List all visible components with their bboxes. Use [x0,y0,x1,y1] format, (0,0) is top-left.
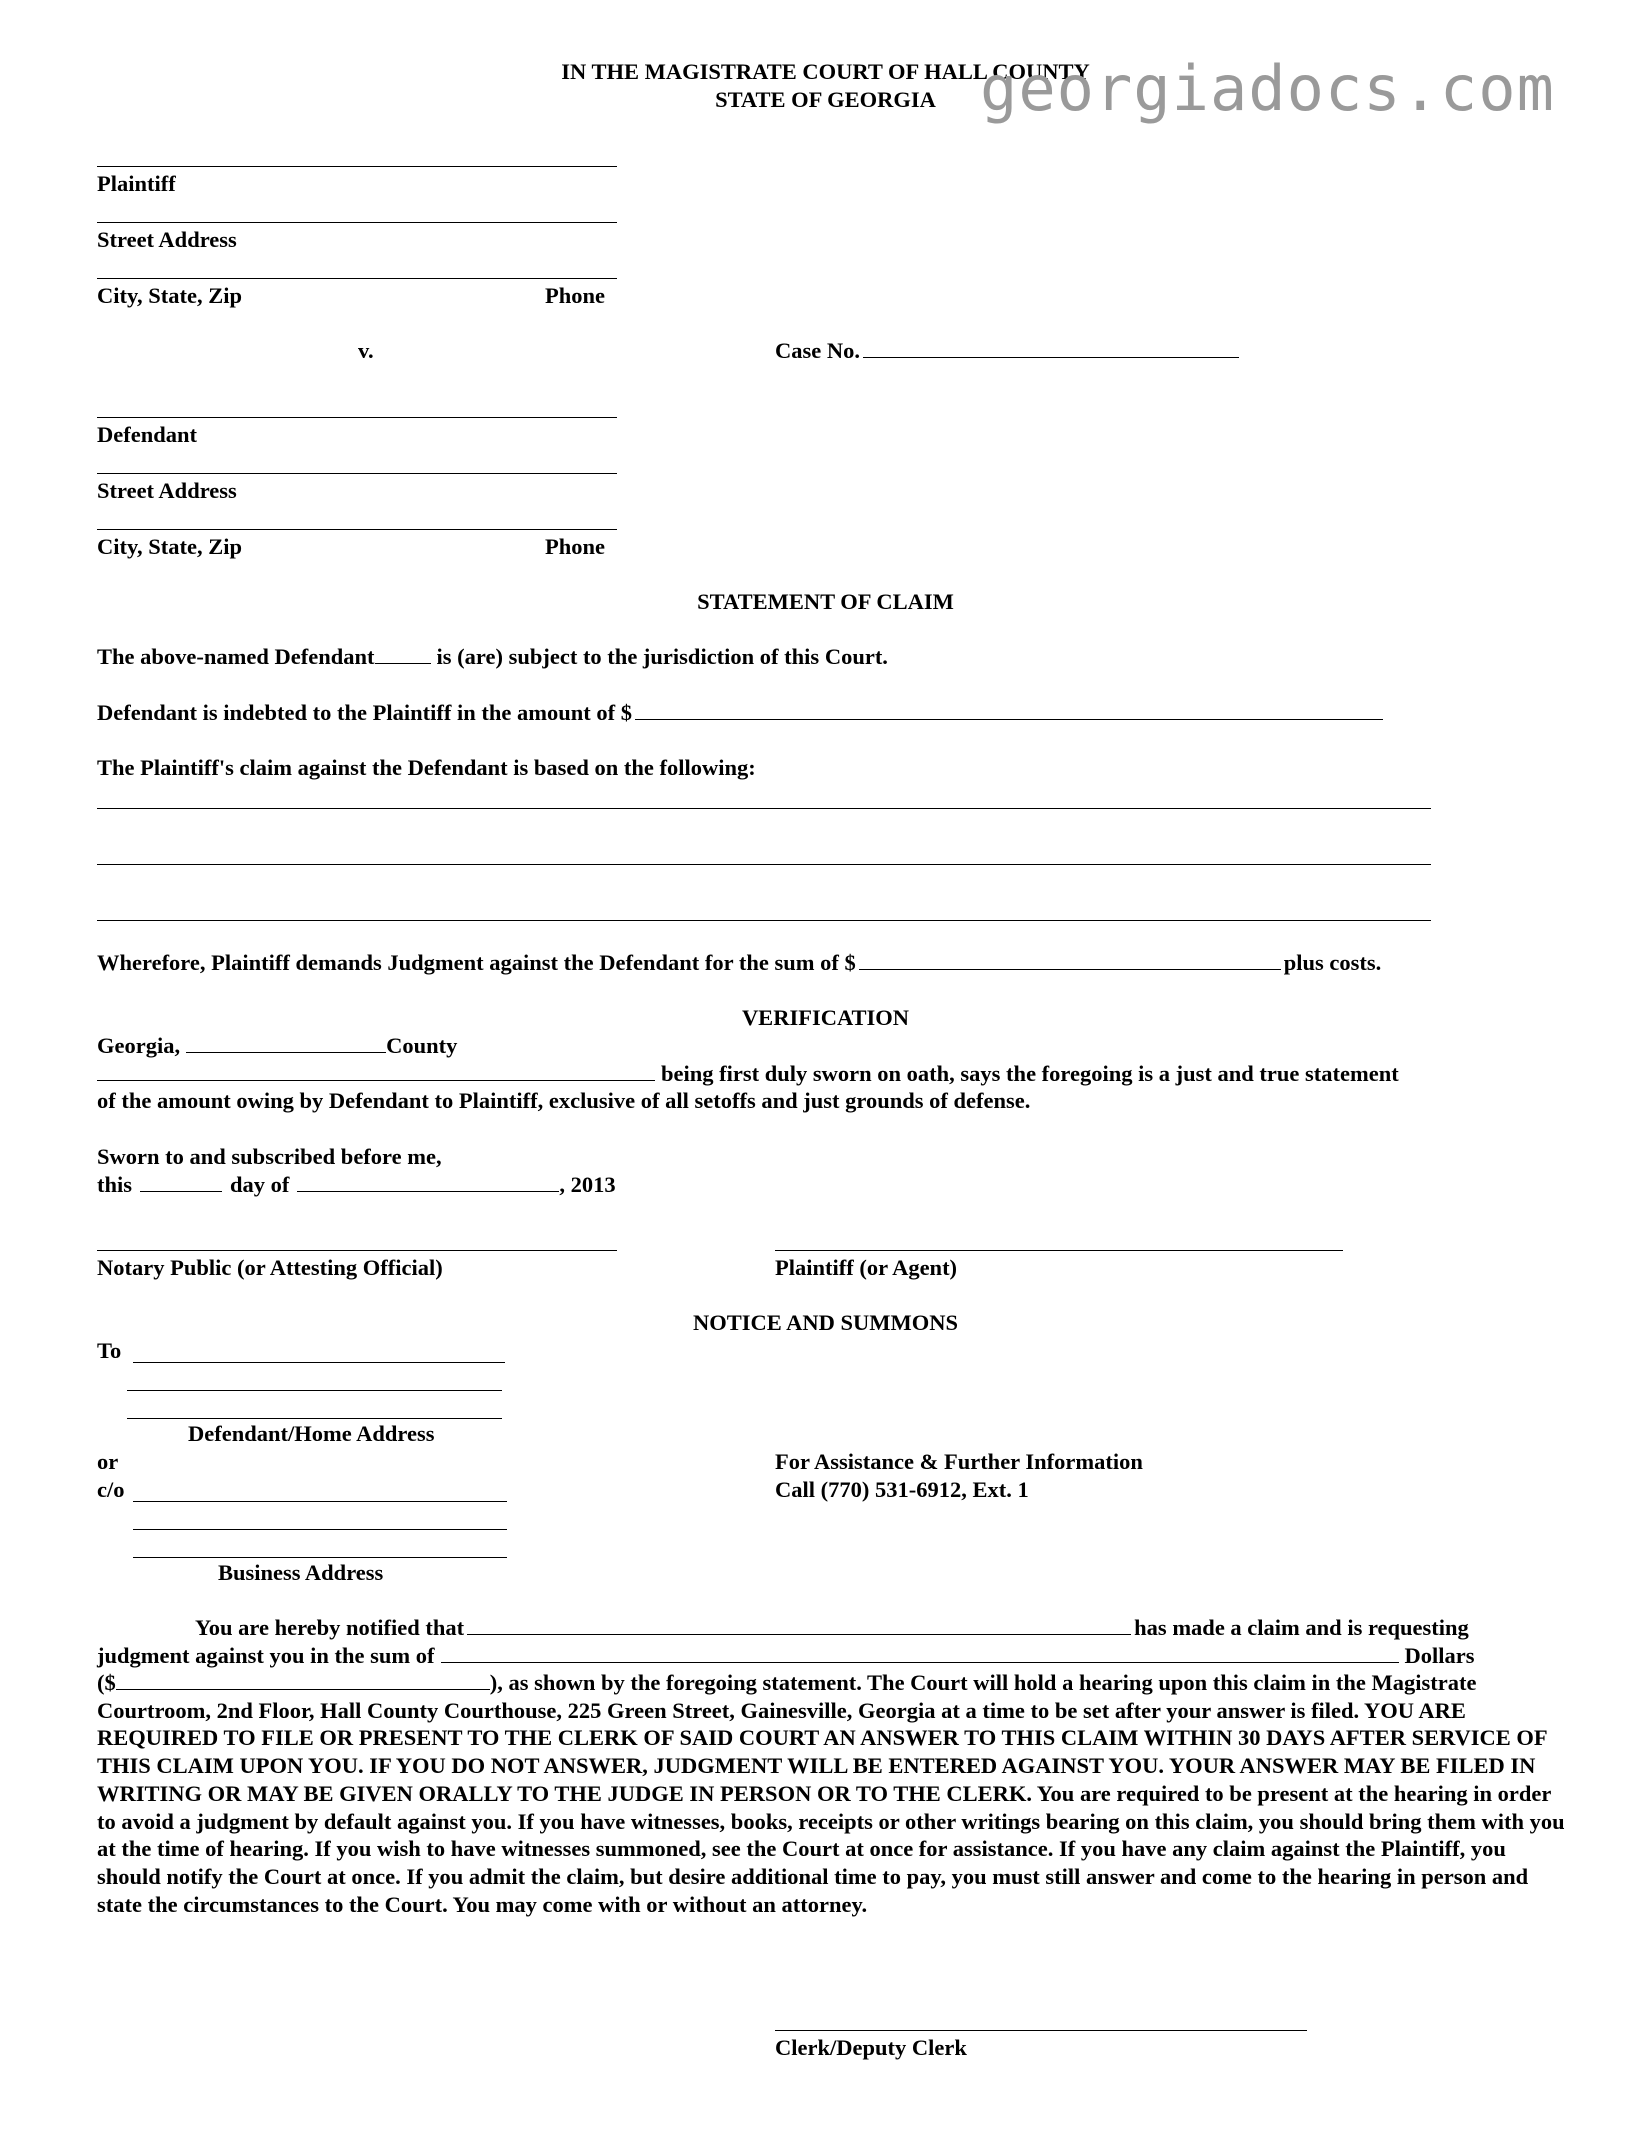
notified-pre: You are hereby notified that [195,1615,465,1640]
notary-label: Notary Public (or Attesting Official) [97,1255,443,1280]
month-input[interactable] [297,1172,559,1192]
plaintiff-city-line[interactable] [97,278,617,279]
basis-line-3[interactable] [97,920,1431,921]
judgment-figures-input[interactable] [116,1670,490,1690]
wherefore-pre: Wherefore, Plaintiff demands Judgment against the Defendant for the sum of $ [97,950,856,975]
basis-line-1[interactable] [97,808,1431,809]
notified-post: has made a claim and is requesting [1134,1615,1469,1640]
plaintiff-signature-line[interactable] [775,1250,1343,1251]
versus-label: v. [358,338,374,363]
indebted-label: Defendant is indebted to the Plaintiff in the amount of $ [97,700,633,725]
claimant-input[interactable] [467,1615,1131,1635]
case-no-label: Case No. [775,338,860,363]
case-no-input[interactable] [863,338,1239,358]
indebted-line [97,699,1386,727]
plaintiff-street-label: Street Address [97,227,237,252]
judgment-sum-input[interactable] [859,950,1281,970]
dollars-label: Dollars [1404,1643,1475,1668]
plaintiff-city-label: City, State, Zip [97,283,243,308]
defendant-street-label: Street Address [97,478,237,503]
defendant-city-line[interactable] [97,529,617,530]
defendant-city-label: City, State, Zip [97,534,243,559]
to-line-2[interactable] [127,1390,502,1391]
notified-line [195,1614,1469,1642]
county-line [97,1032,457,1060]
state-title: STATE OF GEORGIA [715,87,936,112]
georgia-label: Georgia, [97,1033,181,1058]
home-address-label: Defendant/Home Address [188,1421,435,1446]
basis-line-2[interactable] [97,864,1431,865]
jurisdiction-line [97,643,888,671]
judgment-line [97,1642,1475,1670]
sworn-line: Sworn to and subscribed before me, [97,1144,442,1169]
defendant-phone-label: Phone [545,534,606,559]
affiant-name-input[interactable] [97,1061,655,1081]
plaintiff-label: Plaintiff [97,171,176,196]
watermark: georgiadocs.com [980,52,1555,125]
this-label: this [97,1172,133,1197]
assistance-line-2: Call (770) 531-6912, Ext. 1 [775,1477,1029,1502]
jurisdiction-pre: The above-named Defendant [97,644,375,669]
plaintiff-street-line[interactable] [97,222,617,223]
co-line-2[interactable] [133,1529,507,1530]
oath-line [97,1060,1399,1088]
basis-label: The Plaintiff's claim against the Defendant is based on the following: [97,755,756,780]
clerk-label: Clerk/Deputy Clerk [775,2035,967,2060]
judgment-pre: judgment against you in the sum of [97,1643,435,1668]
wherefore-post: plus costs. [1283,950,1382,975]
case-no-field [775,337,1242,365]
to-label: To [97,1338,122,1363]
county-label: County [386,1033,458,1058]
indebted-amount-input[interactable] [635,700,1383,720]
business-address-label: Business Address [218,1560,384,1585]
clerk-signature-line[interactable] [775,2030,1307,2031]
summons-heading: NOTICE AND SUMMONS [692,1310,959,1335]
or-label: or [97,1449,119,1474]
court-title: IN THE MAGISTRATE COURT OF HALL COUNTY [561,59,1090,84]
summons-body [97,1669,1567,1918]
jurisdiction-post: is (are) subject to the jurisdiction of this Court. [436,644,888,669]
wherefore-line [97,949,1381,977]
defendant-name-line[interactable] [97,417,617,418]
notary-signature-line[interactable] [97,1250,617,1251]
defendant-street-line[interactable] [97,473,617,474]
co-label: c/o [97,1477,125,1502]
paren-open: ($ [97,1670,116,1695]
plaintiff-phone-label: Phone [545,283,606,308]
verification-heading: VERIFICATION [741,1005,910,1030]
co-line-3[interactable] [133,1557,507,1558]
to-line-1[interactable] [133,1362,505,1363]
summons-body-text: ), as shown by the foregoing statement. The Court will hold a hearing upon this claim in the Magistrate Courtroom, 2nd Floor, Hall County Courthouse, 225 Green Street, Gainesville, Georgia at a time to be set after your answer is filed. YOU ARE REQUIRED TO FILE OR PRESENT TO THE CLERK OF SAID COURT AN ANSWER TO THIS CLAIM WITHIN 30 DAYS AFTER SERVICE OF THIS CLAIM UPON YOU. IF YOU DO NOT ANSWER, JUDGMENT WILL BE ENTERED AGAINST YOU. YOUR ANSWER MAY BE FILED IN WRITING OR MAY BE GIVEN ORALLY TO THE JUDGE IN PERSON OR TO THE CLERK. You are required to be present at the hearing in order to avoid a judgment by default against you. If you have witnesses, books, receipts or other writings bearing on this claim, you should bring them with you at the time of hearing. If you wish to have witnesses summoned, see the Court at once for assistance. If you have any claim against the Plaintiff, you should notify the Court at once. If you admit the claim, but desire additional time to pay, you must still answer and come to the hearing in person and state the circumstances to the Court. You may come with or without an attorney. [97,1670,1565,1917]
assistance-line-1: For Assistance & Further Information [775,1449,1143,1474]
to-line-3[interactable] [127,1418,502,1419]
judgment-words-input[interactable] [441,1643,1399,1663]
defendant-label: Defendant [97,422,197,447]
defendant-count-input[interactable] [375,644,431,664]
date-line [97,1171,616,1199]
statement-heading: STATEMENT OF CLAIM [697,589,954,614]
plaintiff-name-line[interactable] [97,166,617,167]
year-label: , 2013 [559,1172,616,1197]
day-of-label: day of [230,1172,290,1197]
day-input[interactable] [140,1172,222,1192]
oath-text: being first duly sworn on oath, says the foregoing is a just and true statement [661,1061,1399,1086]
oath-text-2: of the amount owing by Defendant to Plaintiff, exclusive of all setoffs and just grounds of defense. [97,1088,1031,1113]
plaintiff-agent-label: Plaintiff (or Agent) [775,1255,958,1280]
co-line-1[interactable] [133,1501,507,1502]
county-input[interactable] [186,1033,386,1053]
